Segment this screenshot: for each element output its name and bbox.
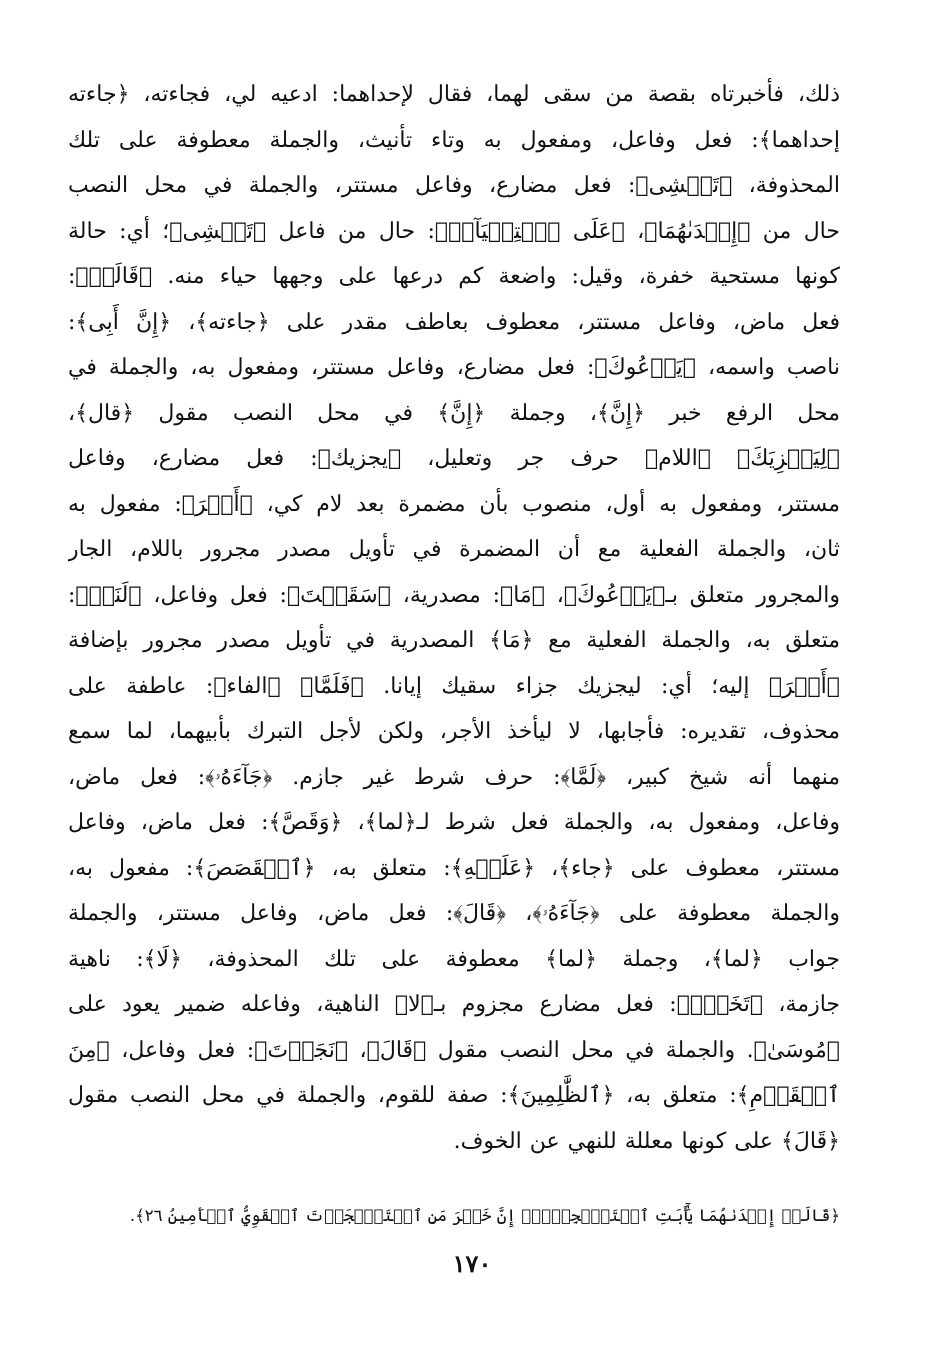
- text-line: مستتر، ومفعول به أول، منصوب بأن مضمرة بعد لام كي، ﴿أَجۡرَ﴾: مفعول به: [68, 491, 840, 517]
- text-line: كونها مستحية خفرة، وقيل: واضعة كم درعها على وجهها حياء منه. ﴿قَالَتۡ﴾:: [68, 264, 840, 289]
- text-line: محذوف، تقديره: فأجابها، لا ليأخذ الأجر، ولكن لأجل التبرك بأبيهما، لما سمع: [68, 719, 840, 744]
- text-line: المحذوفة، ﴿تَمۡشِى﴾: فعل مضارع، وفاعل مستتر، والجملة في محل النصب: [68, 173, 840, 198]
- text-line: والمجرور متعلق بـ﴿يَدۡعُوكَ﴾، ﴿مَا﴾: مصدرية، ﴿سَقَيۡتَ﴾: فعل وفاعل، ﴿لَنَاۚ﴾:: [68, 582, 840, 608]
- text-line: ثان، والجملة الفعلية مع أن المضمرة في تأويل مصدر مجرور باللام، الجار: [68, 537, 840, 562]
- text-line: ﴿لِيَجۡزِيَكَ﴾ ﴿اللام﴾ حرف جر وتعليل، ﴿يجزيك﴾: فعل مضارع، وفاعل: [68, 446, 840, 471]
- text-line: وفاعل، ومفعول به، والجملة فعل شرط لـ﴿لما﴾، ﴿وَقَصَّ﴾: فعل ماض، وفاعل: [68, 810, 840, 835]
- text-line: فعل ماض، وفاعل مستتر، معطوف بعاطف مقدر على ﴿جاءته﴾، ﴿إِنَّ أَبِى﴾:: [68, 309, 840, 335]
- text-line: مستتر، معطوف على ﴿جاء﴾، ﴿عَلَيۡهِ﴾: متعلق به، ﴿ٱلۡقَصَصَ﴾: مفعول به،: [68, 855, 840, 881]
- text-line: جازمة، ﴿تَخَفۡۖ﴾: فعل مضارع مجزوم بـ﴿لا﴾ الناهية، وفاعله ضمير يعود على: [68, 992, 840, 1017]
- text-line: ﴿أَجۡرَ﴾ إليه؛ أي: ليجزيك جزاء سقيك إيانا. ﴿فَلَمَّا﴾ ﴿الفاء﴾: عاطفة على: [68, 673, 840, 699]
- text-line: متعلق به، والجملة الفعلية مع ﴿مَا﴾ المصدرية في تأويل مصدر مجرور بإضافة: [68, 628, 840, 653]
- text-line: ﴿قَالَ﴾ على كونها معللة للنهي عن الخوف.: [453, 1128, 840, 1154]
- text-line: منهما أنه شيخ كبير، ﴿لَمَّا﴾: حرف شرط غير جازم. ﴿جَآءَهُۥ﴾: فعل ماض،: [68, 764, 840, 790]
- text-line: ذلك، فأخبرتاه بقصة من سقى لهما، فقال لإحداهما: ادعيه لي، فجاءته، ﴿جاءته: [68, 82, 840, 107]
- text-line: جواب ﴿لما﴾، وجملة ﴿لما﴾ معطوفة على تلك المحذوفة، ﴿لَا﴾: ناهية: [68, 946, 840, 972]
- text-line: إحداهما﴾: فعل وفاعل، ومفعول به وتاء تأنيث، والجملة معطوفة على تلك: [68, 127, 840, 153]
- text-line: محل الرفع خبر ﴿إِنَّ﴾، وجملة ﴿إِنَّ﴾ في محل النصب مقول ﴿قال﴾،: [68, 400, 840, 426]
- text-line: والجملة معطوفة على ﴿جَآءَهُۥ﴾، ﴿قَالَ﴾: فعل ماض، وفاعل مستتر، والجملة: [68, 901, 840, 926]
- quran-verse: ﴿قَالَتۡ إِحۡدَىٰهُمَا يَٰٓأَبَتِ ٱسۡتَـٔۡجِرۡهُۖ إِنَّ خَيۡرَ مَنِ ٱسۡتَـٔۡجَرۡتَ ٱلۡقَوِيُّ ٱلۡأَمِينُ ٢٦﴾.: [129, 1206, 840, 1225]
- page-number: ١٧٠: [452, 1249, 492, 1278]
- text-line: ﴿مُوسَىٰ﴾. والجملة في محل النصب مقول ﴿قَالَ﴾، ﴿نَجَوۡتَ﴾: فعل وفاعل، ﴿مِنَ: [68, 1037, 840, 1063]
- text-line: حال من ﴿إِحۡدَىٰهُمَا﴾، ﴿عَلَى ٱسۡتِحۡيَآءٖ﴾: حال من فاعل ﴿تَمۡشِى﴾؛ أي: حالة: [68, 218, 840, 244]
- commentary-text: [68, 72, 840, 1164]
- text-line: ٱلۡقَوۡمِ﴾: متعلق به، ﴿ٱلظَّٰلِمِينَ﴾: صفة للقوم، والجملة في محل النصب مقول: [68, 1083, 840, 1108]
- text-line: ناصب واسمه، ﴿يَدۡعُوكَ﴾: فعل مضارع، وفاعل مستتر، ومفعول به، والجملة في: [68, 355, 840, 380]
